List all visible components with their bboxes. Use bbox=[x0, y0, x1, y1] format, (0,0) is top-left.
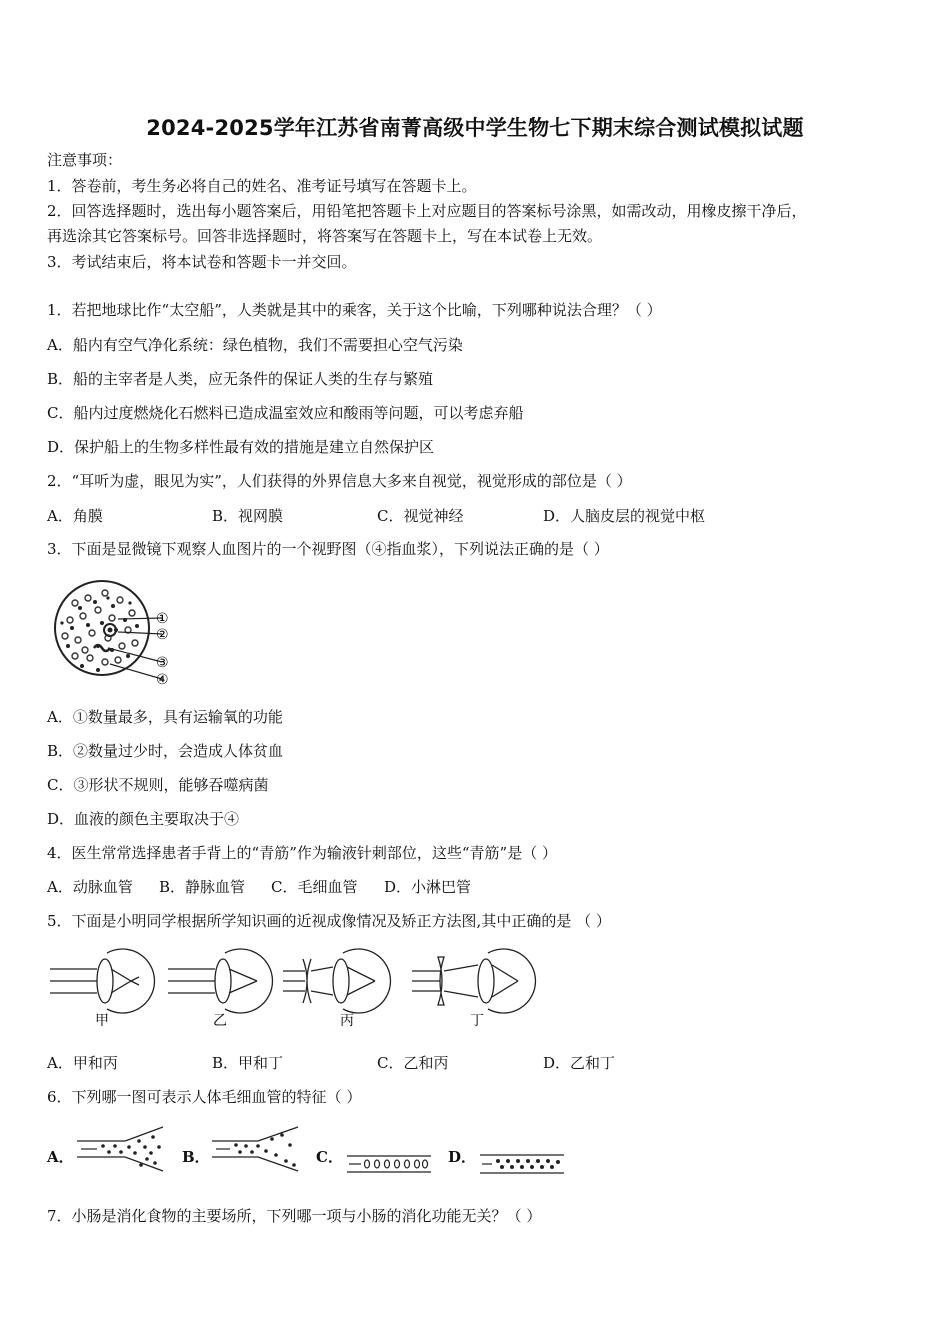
notice-item-3: 3．考试结束后，将本试卷和答题卡一并交回。 bbox=[47, 253, 357, 271]
q3-option-c: C．③形状不规则，能够吞噬病菌 bbox=[47, 776, 269, 794]
q3-stem: 3．下面是显微镜下观察人血图片的一个视野图（④指血浆），下列说法正确的是（ ） bbox=[47, 540, 609, 558]
q5-option-d: D．乙和丁 bbox=[543, 1054, 616, 1072]
q5-option-a: A．甲和丙 bbox=[47, 1054, 118, 1072]
q1-option-b: B．船的主宰者是人类，应无条件的保证人类的生存与繁殖 bbox=[47, 370, 434, 388]
q1-option-c: C．船内过度燃烧化石燃料已造成温室效应和酸雨等问题，可以考虑弃船 bbox=[47, 404, 524, 422]
q3-label-4: ④ bbox=[156, 672, 169, 688]
notice-heading: 注意事项： bbox=[47, 151, 123, 169]
q6-stem: 6．下列哪一图可表示人体毛细血管的特征（ ） bbox=[47, 1088, 362, 1106]
q6-option-c-letter: C． bbox=[316, 1148, 343, 1166]
q2-option-a: A．角膜 bbox=[47, 507, 103, 525]
q4-option-b: B．静脉血管 bbox=[159, 878, 246, 896]
q4-option-a: A．动脉血管 bbox=[47, 878, 133, 896]
myopia-figure bbox=[45, 945, 520, 1035]
q3-label-2: ② bbox=[156, 627, 169, 643]
notice-item-2-cont: 再选涂其它答案标号。回答非选择题时，将答案写在答题卡上，写在本试卷上无效。 bbox=[47, 227, 603, 245]
q6-option-b-figure bbox=[210, 1125, 302, 1173]
q4-option-c: C．毛细血管 bbox=[271, 878, 358, 896]
q7-stem: 7．小肠是消化食物的主要场所，下列哪一项与小肠的消化功能无关？（ ） bbox=[47, 1207, 542, 1225]
q5-option-c: C．乙和丙 bbox=[377, 1054, 449, 1072]
q2-option-c: C．视觉神经 bbox=[377, 507, 464, 525]
q4-stem: 4．医生常常选择患者手背上的“青筋”作为输液针刺部位，这些“青筋”是（ ） bbox=[47, 844, 557, 862]
q5-label-jia: 甲 bbox=[95, 1013, 109, 1029]
q5-label-bing: 丙 bbox=[340, 1013, 354, 1029]
notice-item-2: 2．回答选择题时，选出每小题答案后，用铅笔把答题卡上对应题目的答案标号涂黑，如需改动，用橡皮擦干净后， bbox=[47, 202, 807, 220]
q5-label-yi: 乙 bbox=[213, 1013, 227, 1029]
q3-option-d: D．血液的颜色主要取决于④ bbox=[47, 810, 240, 828]
q2-option-b: B．视网膜 bbox=[212, 507, 284, 525]
q3-label-1: ① bbox=[156, 611, 169, 627]
q3-option-b: B．②数量过少时，会造成人体贫血 bbox=[47, 742, 284, 760]
q6-option-a-letter: A． bbox=[47, 1148, 74, 1166]
q5-stem: 5．下面是小明同学根据所学知识画的近视成像情况及矫正方法图,其中正确的是 （ ） bbox=[47, 912, 611, 930]
q5-label-ding: 丁 bbox=[470, 1013, 484, 1029]
q6-option-c-figure bbox=[345, 1152, 435, 1176]
q1-option-a: A．船内有空气净化系统：绿色植物，我们不需要担心空气污染 bbox=[47, 336, 463, 354]
q6-option-b-letter: B． bbox=[182, 1148, 210, 1166]
notice-item-1: 1．答卷前，考生务必将自己的姓名、准考证号填写在答题卡上。 bbox=[47, 177, 477, 195]
q4-option-d: D．小淋巴管 bbox=[384, 878, 472, 896]
page-title: 2024-2025学年江苏省南菁高级中学生物七下期末综合测试模拟试题 bbox=[146, 116, 804, 140]
q1-option-d: D．保护船上的生物多样性最有效的措施是建立自然保护区 bbox=[47, 438, 435, 456]
q3-option-a: A．①数量最多，具有运输氧的功能 bbox=[47, 708, 283, 726]
q3-label-3: ③ bbox=[156, 655, 169, 671]
q6-option-d-figure bbox=[478, 1152, 566, 1176]
q1-stem: 1．若把地球比作“太空船”，人类就是其中的乘客，关于这个比喻，下列哪种说法合理？（ ） bbox=[47, 301, 662, 319]
q2-option-d: D．人脑皮层的视觉中枢 bbox=[543, 507, 706, 525]
q2-stem: 2．“耳听为虚，眼见为实”，人们获得的外界信息大多来自视觉，视觉形成的部位是（ ） bbox=[47, 472, 632, 490]
q6-option-d-letter: D． bbox=[448, 1148, 477, 1166]
blood-smear-figure bbox=[50, 578, 180, 693]
q6-option-a-figure bbox=[75, 1125, 167, 1173]
q5-option-b: B．甲和丁 bbox=[212, 1054, 284, 1072]
